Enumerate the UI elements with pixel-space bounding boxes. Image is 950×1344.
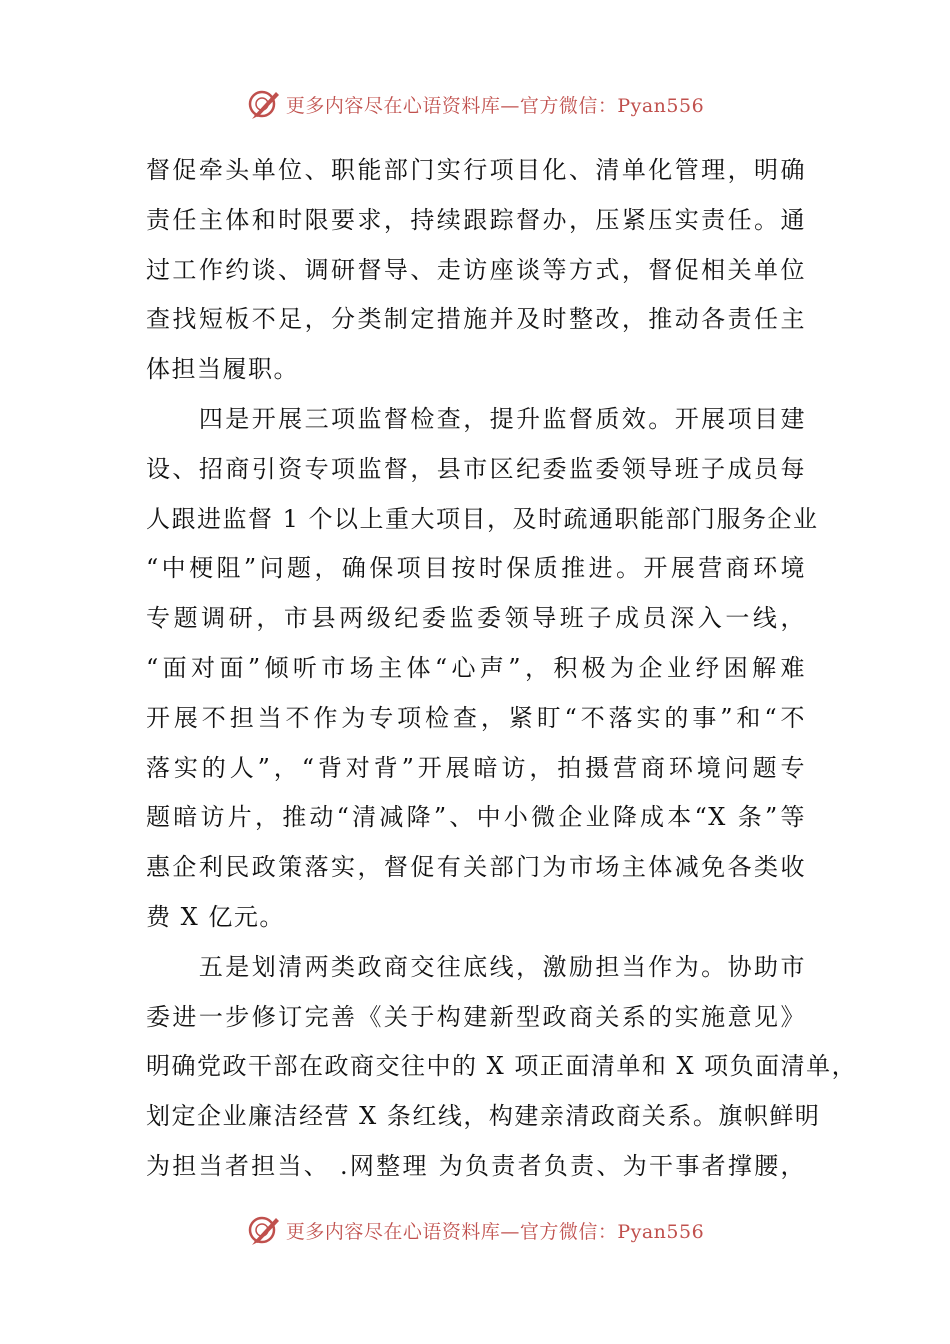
footer-banner-text: 更多内容尽在心语资料库—官方微信：Pyan556 — [285, 1220, 705, 1243]
quill-logo-icon — [246, 86, 282, 122]
text-line: 督促牵头单位、职能部门实行项目化、清单化管理，明确 — [146, 156, 806, 184]
text-line: 为担当者担当、 .网整理 为负责者负责、为干事者撑腰， — [146, 1151, 806, 1180]
text-line: 四是开展三项监督检查，提升监督质效。开展项目建 — [146, 404, 806, 433]
text-line: 委进一步修订完善《关于构建新型政商关系的实施意见》 — [146, 1002, 806, 1031]
text-line: 设、招商引资专项监督，县市区纪委监委领导班子成员每 — [146, 454, 806, 483]
text-line: 责任主体和时限要求，持续跟踪督办，压紧压实责任。通 — [146, 205, 806, 234]
text-line: 查找短板不足，分类制定措施并及时整改，推动各责任主 — [146, 305, 806, 334]
text-line: 体担当履职。 — [146, 355, 299, 384]
text-line: 过工作约谈、调研督导、走访座谈等方式，督促相关单位 — [146, 255, 806, 284]
text-line: 费 X 亿元。 — [146, 902, 285, 931]
text-line: 专题调研，市县两级纪委监委领导班子成员深入一线， — [146, 604, 806, 633]
text-line: 落实的人”，“背对背”开展暗访，拍摄营商环境问题专 — [146, 753, 806, 782]
text-line: 惠企利民政策落实，督促有关部门为市场主体减免各类收 — [146, 853, 806, 882]
text-line: 五是划清两类政商交往底线，激励担当作为。协助市 — [146, 952, 806, 981]
text-line: 划定企业廉洁经营 X 条红线，构建亲清政商关系。旗帜鲜明 — [146, 1102, 821, 1131]
text-line: “面对面”倾听市场主体“心声”，积极为企业纾困解难 — [146, 653, 806, 682]
text-line: 开展不担当不作为专项检查，紧盯“不落实的事”和“不 — [146, 703, 806, 732]
quill-logo-icon — [246, 1212, 282, 1248]
text-line: “中梗阻”问题，确保项目按时保质推进。开展营商环境 — [146, 554, 806, 583]
text-line: 题暗访片，推动“清减降”、中小微企业降成本“X 条”等 — [146, 803, 806, 832]
header-banner-text: 更多内容尽在心语资料库—官方微信：Pyan556 — [285, 94, 705, 117]
header-banner — [0, 84, 950, 124]
text-line: 人跟进监督 1 个以上重大项目，及时疏通职能部门服务企业 — [146, 504, 819, 533]
footer-banner — [0, 1210, 950, 1250]
document-body — [146, 146, 858, 1192]
text-line: 明确党政干部在政商交往中的 X 项正面清单和 X 项负面清单， — [146, 1052, 858, 1081]
